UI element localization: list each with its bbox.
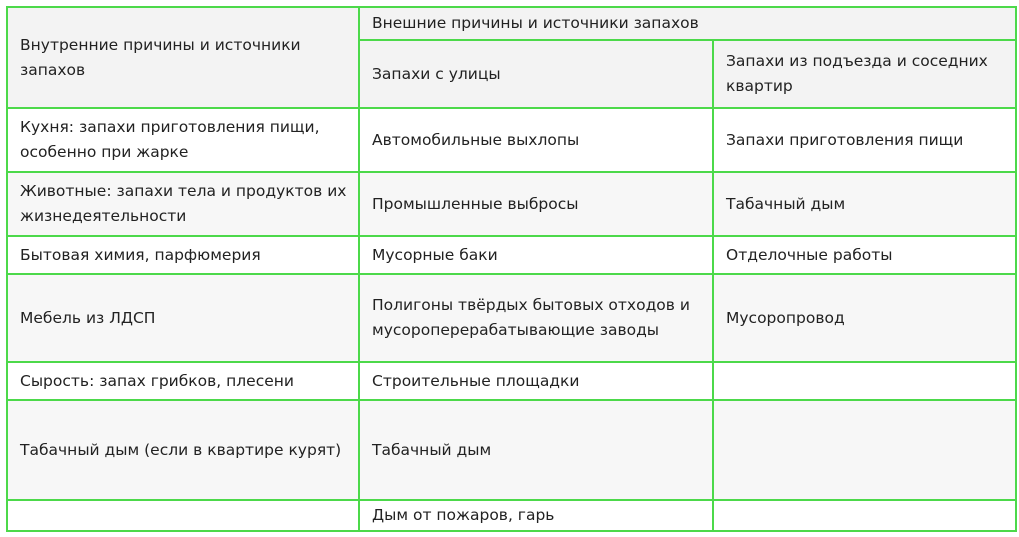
cell-internal: Мебель из ЛДСП [7, 274, 359, 362]
cell-entrance [713, 500, 1016, 531]
cell-internal: Кухня: запахи приготовления пищи, особенно при жарке [7, 108, 359, 172]
cell-street: Строительные площадки [359, 362, 713, 400]
cell-internal: Бытовая химия, парфюмерия [7, 236, 359, 274]
table-body [7, 108, 1016, 531]
cell-street: Промышленные выбросы [359, 172, 713, 236]
table-row [7, 236, 1016, 274]
header-street: Запахи с улицы [359, 40, 713, 108]
table-row [7, 362, 1016, 400]
table-row [7, 108, 1016, 172]
table-row [7, 274, 1016, 362]
cell-street: Табачный дым [359, 400, 713, 500]
table-row [7, 172, 1016, 236]
cell-entrance: Запахи приготовления пищи [713, 108, 1016, 172]
table-row [7, 500, 1016, 531]
cell-street: Полигоны твёрдых бытовых отходов и мусороперерабатывающие заводы [359, 274, 713, 362]
cell-entrance [713, 362, 1016, 400]
header-internal: Внутренние причины и источники запахов [7, 7, 359, 108]
cell-internal: Животные: запахи тела и продуктов их жизнедеятельности [7, 172, 359, 236]
cell-internal [7, 500, 359, 531]
odor-sources-table [6, 6, 1017, 532]
header-row-1 [7, 7, 1016, 40]
cell-internal: Табачный дым (если в квартире курят) [7, 400, 359, 500]
cell-street: Мусорные баки [359, 236, 713, 274]
cell-entrance: Табачный дым [713, 172, 1016, 236]
cell-internal: Сырость: запах грибков, плесени [7, 362, 359, 400]
header-entrance: Запахи из подъезда и соседних квартир [713, 40, 1016, 108]
cell-street: Автомобильные выхлопы [359, 108, 713, 172]
table-row [7, 400, 1016, 500]
header-external: Внешние причины и источники запахов [359, 7, 1016, 40]
cell-entrance: Мусоропровод [713, 274, 1016, 362]
cell-entrance [713, 400, 1016, 500]
cell-entrance: Отделочные работы [713, 236, 1016, 274]
table-header [7, 7, 1016, 108]
cell-street: Дым от пожаров, гарь [359, 500, 713, 531]
